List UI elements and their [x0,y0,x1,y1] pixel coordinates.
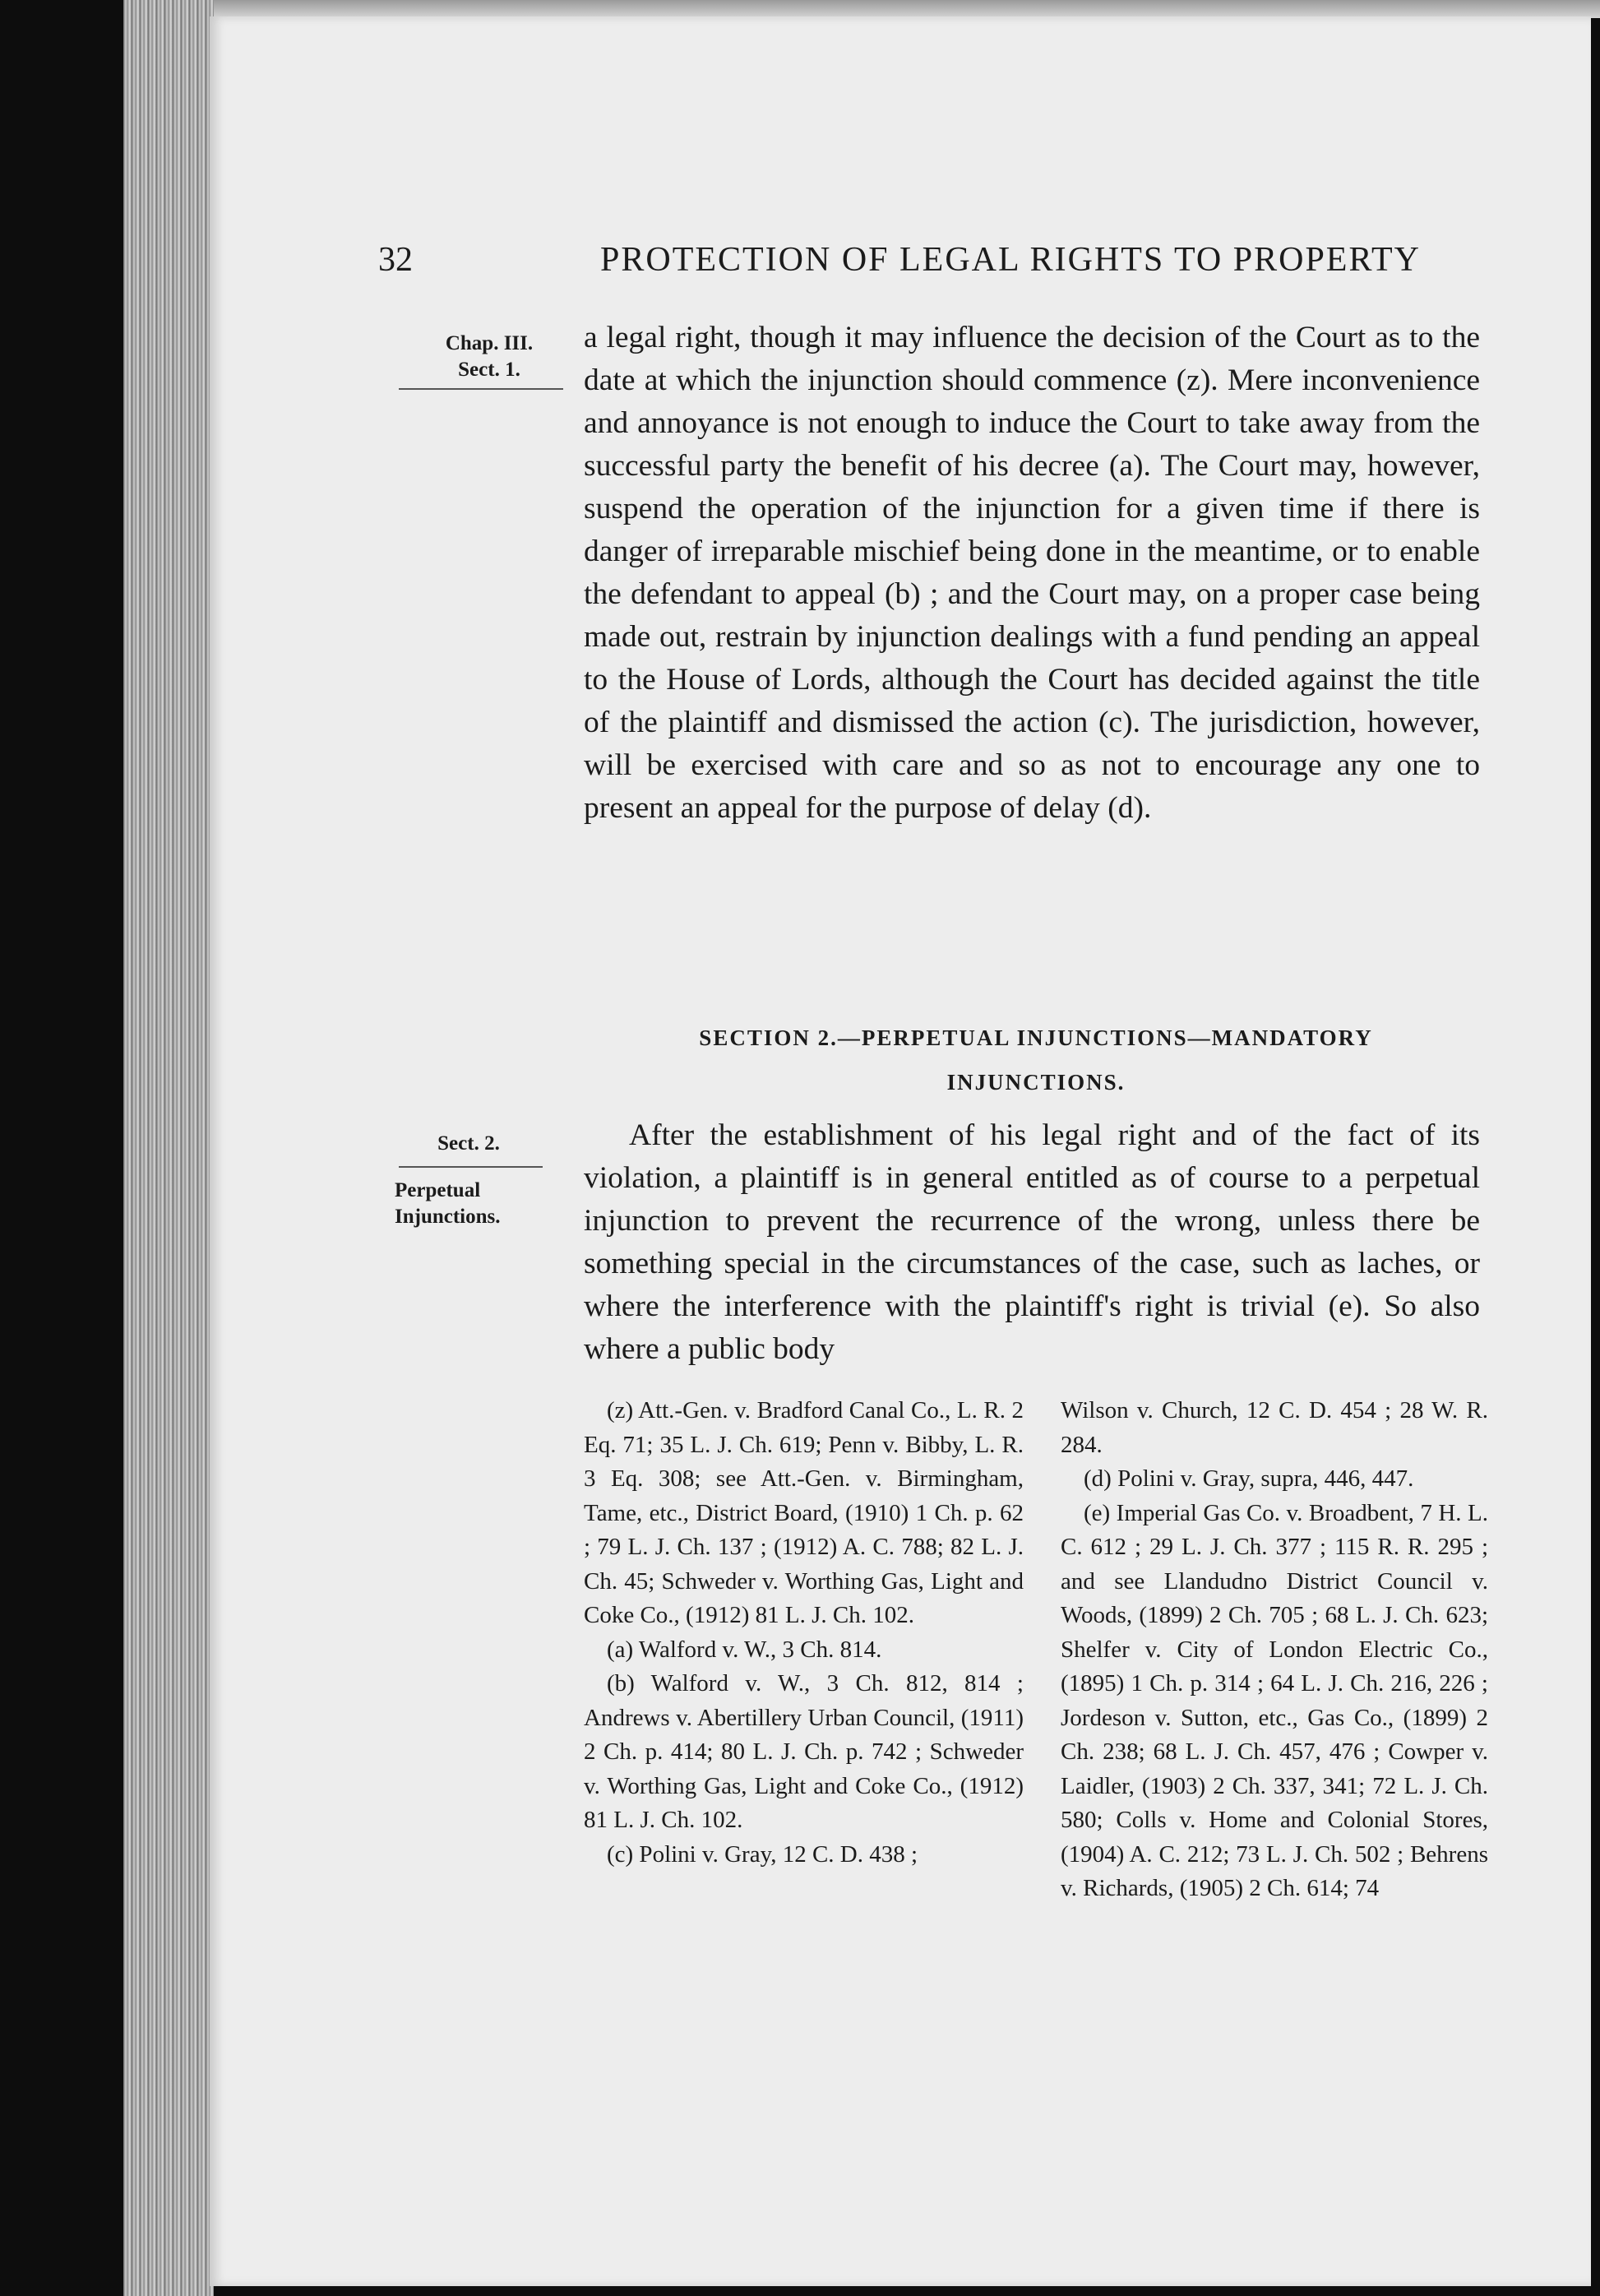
book-page-edges [123,0,214,2296]
running-title: PROTECTION OF LEGAL RIGHTS TO PROPERTY [600,241,1421,279]
footnote-c: (c) Polini v. Gray, 12 C. D. 438 ; [607,1840,918,1868]
page-number: 32 [378,241,413,279]
footnotes-right-column [1061,1394,1488,1906]
margin-note-chapter-section: Chap. III. Sect. 1. [445,332,534,381]
footnote-z: (z) Att.-Gen. v. Bradford Canal Co., L. R. 2 Eq. 71; 35 L. J. Ch. 619; Penn v. Bibby, L. R. 3 Eq. 308; see Att.-Gen. v. Birmingham, Tame, etc., District Board, (1910) 1 Ch. p. 62 ; 79 L. J. Ch. 137 ; (1912) A. C. 788; 82 L. J. Ch. 45; Schweder v. Worthing Gas, Light and Coke Co., (1912) 81 L. J. Ch. 102. [584,1397,1024,1628]
page-top-edge [123,0,1600,18]
footnote-b: (b) Walford v. W., 3 Ch. 812, 814 ; Andrews v. Abertillery Urban Council, (1911) 2 Ch. p. 414; 80 L. J. Ch. p. 742 ; Schweder v. Worthing Gas, Light and Coke Co., (1912) 81 L. J. Ch. 102. [584,1670,1024,1833]
footnote-e: (e) Imperial Gas Co. v. Broadbent, 7 H. L. C. 612 ; 29 L. J. Ch. 377 ; 115 R. R. 295 ; and see Llandudno District Council v. Woods, (1899) 2 Ch. 705 ; 68 L. J. Ch. 623; Shelfer v. City of London Electric Co., (1895) 1 Ch. p. 314 ; 64 L. J. Ch. 216, 226 ; Jordeson v. Sutton, etc., Gas Co., (1899) 2 Ch. 238; 68 L. J. Ch. 457, 476 ; Cowper v. Laidler, (1903) 2 Ch. 337, 341; 72 L. J. Ch. 580; Colls v. Home and Colonial Stores, (1904) A. C. 212; 73 L. J. Ch. 502 ; Behrens v. Richards, (1905) 2 Ch. 614; 74 [1061,1499,1488,1901]
paragraph-1: a legal right, though it may influence the decision of the Court as to the date at which the injunction should commence (z). Mere inconvenience and annoyance is not enough to induce the Court to take away from the successful party the benefit of his decree (a). The Court may, however, suspend the operation of the injunction for a given time if there is danger of irreparable mischief being done in the meantime, or to enable the defendant to appeal (b) ; and the Court may, on a proper case being made out, restrain by injunction dealings with a fund pending an appeal to the House of Lords, although the Court has decided against the title of the plaintiff and dismissed the action (c). The jurisdiction, however, will be exercised with care and so as not to encourage any one to present an appeal for the purpose of delay (d). [584,321,1480,825]
footnote-d: (d) Polini v. Gray, supra, 446, 447. [1084,1465,1414,1492]
running-head [378,240,1472,289]
margin-note-section-2: Sect. 2. [437,1132,500,1155]
margin-note-perpetual-injunctions: Perpetual Injunctions. [395,1179,501,1228]
footnotes-left-column [584,1394,1024,1872]
footnote-c-continued: Wilson v. Church, 12 C. D. 454 ; 28 W. R. 284. [1061,1397,1488,1458]
margin-rule [399,1166,543,1168]
paragraph-2: After the establishment of his legal right and of the fact of its violation, a plaintiff is in general entitled as of course to a perpetual injunction to prevent the recurrence of the wrong, unless there be something special in the circumstances of the case, such as laches, or where the interference with the plaintiff's right is trivial (e). So also where a public body [584,1118,1480,1366]
margin-rule [399,388,563,390]
footnote-a: (a) Walford v. W., 3 Ch. 814. [607,1636,882,1663]
section-heading: SECTION 2.—PERPETUAL INJUNCTIONS—MANDATORY INJUNCTIONS. [699,1025,1373,1095]
